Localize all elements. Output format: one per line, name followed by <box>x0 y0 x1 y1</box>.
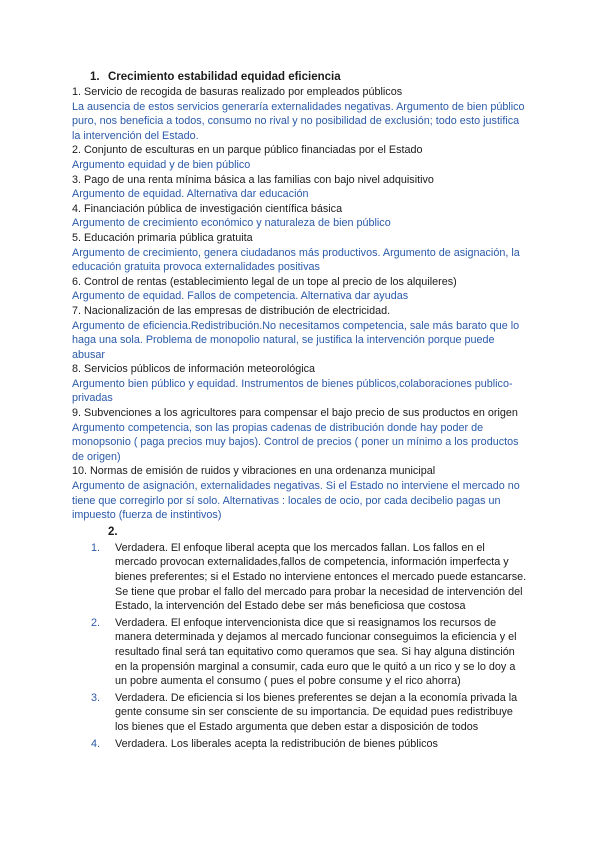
question-1: 1. Servicio de recogida de basuras realizado por empleados públicos <box>72 86 403 98</box>
question-3: 3. Pago de una renta mínima básica a las familias con bajo nivel adquisitivo <box>72 173 434 186</box>
document-page <box>72 70 528 753</box>
section-1-items <box>72 85 528 523</box>
answer-9: Argumento competencia, son las propias cadenas de distribución donde hay poder de monopsonio ( paga precios muy bajos). Control de precios ( poner un mínimo a los productos de origen) <box>72 421 519 463</box>
list-item-number: 2. <box>91 616 101 629</box>
question-5: 5. Educación primaria pública gratuita <box>72 231 253 244</box>
question-2: 2. Conjunto de esculturas en un parque público financiadas por el Estado <box>72 144 423 157</box>
list-item-number: 1. <box>91 541 101 554</box>
question-8: 8. Servicios públicos de información meteorológica <box>72 363 316 376</box>
list-item-text: Verdadera. Los liberales acepta la redistribución de bienes públicos <box>115 737 438 750</box>
answer-6: Argumento de equidad. Fallos de competencia. Alternativa dar ayudas <box>72 290 409 303</box>
question-10: 10. Normas de emisión de ruidos y vibraciones en una ordenanza municipal <box>72 465 436 478</box>
section-2-list <box>72 541 528 751</box>
list-item-text: Verdadera. De eficiencia si los bienes preferentes se dejan a la economía privada la gente consume sin ser consciente de su importancia. De equidad pues redistribuye los bienes que el Estado argumenta que deben estar a disposición de todos <box>115 691 518 733</box>
list-item-number: 4. <box>91 737 101 750</box>
list-item <box>72 691 528 735</box>
question-6: 6. Control de rentas (establecimiento legal de un tope al precio de los alquileres) <box>72 275 457 288</box>
list-item <box>72 616 528 689</box>
answer-10: Argumento de asignación, externalidades negativas. Si el Estado no interviene el mercado no tiene que corregirlo por sí solo. Alternativas : locales de ocio, por cada decibelio pagas un impuesto (fuerza de instintivos) <box>72 480 520 522</box>
question-9: 9. Subvenciones a los agricultores para compensar el bajo precio de sus productos en origen <box>72 407 518 420</box>
question-7: 7. Nacionalización de las empresas de distribución de electricidad. <box>72 304 391 317</box>
answer-2: Argumento equidad y de bien público <box>72 158 251 171</box>
question-4: 4. Financiación pública de investigación científica básica <box>72 202 343 215</box>
list-item <box>72 737 528 752</box>
section-1-title: Crecimiento estabilidad equidad eficiencia <box>108 71 341 83</box>
answer-7: Argumento de eficiencia.Redistribución.No necesitamos competencia, sale más barato que lo haga una sola. Problema de monopolio natural, se justifica la intervención porque puede abusar <box>72 319 520 361</box>
list-item <box>72 541 528 614</box>
list-item-text: Verdadera. El enfoque liberal acepta que los mercados fallan. Los fallos en el mercado provocan externalidades,fallos de competencia, información imperfecta y bienes preferentes; si el Estado no interviene entonces el mercado puede estancarse. Se tiene que probar el fallo del mercado para probar la necesidad de intervención del Estado, la intervención del Estado debe ser más beneficiosa que costosa <box>115 541 527 613</box>
section-2-heading: 2. <box>108 525 118 538</box>
answer-4: Argumento de crecimiento económico y naturaleza de bien público <box>72 217 391 230</box>
answer-8: Argumento bien público y equidad. Instrumentos de bienes públicos,colaboraciones publico-privadas <box>72 377 513 405</box>
answer-5: Argumento de crecimiento, genera ciudadanos más productivos. Argumento de asignación, la educación gratuita provoca externalidades positivas <box>72 246 520 274</box>
list-item-number: 3. <box>91 691 101 704</box>
answer-3: Argumento de equidad. Alternativa dar educación <box>72 188 309 201</box>
list-item-text: Verdadera. El enfoque intervencionista dice que si reasignamos los recursos de manera determinada y dejamos al mercado funcionar conseguimos la eficiencia y el resultado final será tan equitativo como queramos que sea. Si hay alguna distinción en la propensión marginal a consumir, cada euro que le quitó a un rico y se lo doy a un pobre aumenta el consumo ( pues el pobre consume y el rico ahorra) <box>115 616 517 688</box>
answer-1: La ausencia de estos servicios generaría externalidades negativas. Argumento de bien público puro, nos beneficia a todos, consumo no rival y no posibilidad de exclusión; todo esto justifica la intervención del Estado. <box>72 100 525 142</box>
section-1-number: 1. <box>90 71 100 83</box>
section-1-heading <box>90 70 528 84</box>
